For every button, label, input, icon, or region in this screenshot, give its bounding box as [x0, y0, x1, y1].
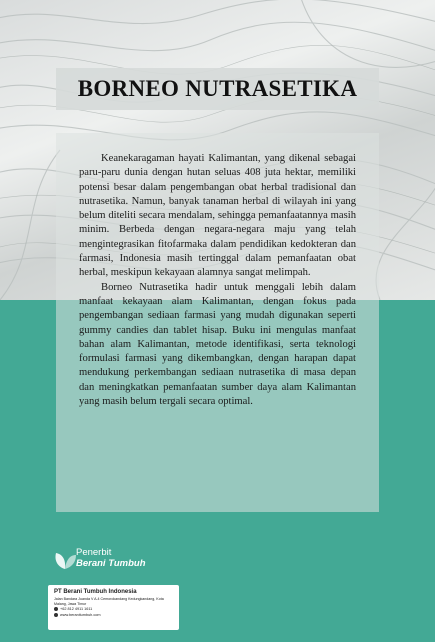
- globe-icon: [54, 613, 58, 617]
- publisher-contact-card: [48, 585, 179, 630]
- company-name: PT Berani Tumbuh Indonesia: [54, 589, 137, 595]
- website-url: www.beranitumbuh.com: [60, 613, 101, 618]
- publisher-name-line1: Penerbit: [76, 547, 112, 558]
- sprout-logo-icon: [52, 545, 78, 571]
- phone-icon: [54, 607, 58, 611]
- company-address: Jalan Bandara Juanda V A.4 Cemorokandang Kedungkandang, Kota Malang, Jawa Timur: [54, 597, 164, 606]
- synopsis-paragraph-1: Keanekaragaman hayati Kalimantan, yang dikenal sebagai paru-paru dunia dengan hutan seluas 408 juta hektar, memiliki potensi besar dalam pengembangan obat herbal tradisional dan nutrasetika. Namun, banyak tanaman herbal di wilayah ini yang belum diteliti secara mendalam, sehingga pemanfaatannya masih minim. Berbeda dengan negara-negara maju yang telah mengintegrasikan fitofarmaka dalam pendidikan kedokteran dan farmasi, Indonesia masih tertinggal dalam pemanfaatan obat herbal, meskipun kekayaan alamnya sangat melimpah.: [79, 153, 356, 279]
- title-band: [56, 68, 379, 110]
- synopsis-paragraph-2: Borneo Nutrasetika hadir untuk menggali lebih dalam manfaat kekayaan alam Kalimantan, dengan fokus pada pengembangan sediaan farmasi yang mudah digunakan seperti gummy candies dan tablet hisap. Buku ini mengulas manfaat bahan alam Kalimantan, metode identifikasi, serta teknologi formulasi farmasi yang dikembangkan, dengan harapan dapat mendukung perkembangan sediaan nutrasetika di masa depan dan meningkatkan pemanfaatan sumber daya alam Kalimantan yang masih belum tergali secara optimal.: [79, 281, 356, 408]
- book-title: BORNEO NUTRASETIKA: [77, 76, 358, 101]
- publisher-logo: [52, 543, 182, 575]
- phone-number: +62 812 4911 1611: [60, 607, 93, 612]
- publisher-name-line2: Berani Tumbuh: [76, 558, 146, 569]
- synopsis-panel: [56, 133, 379, 512]
- website-row: [54, 612, 173, 618]
